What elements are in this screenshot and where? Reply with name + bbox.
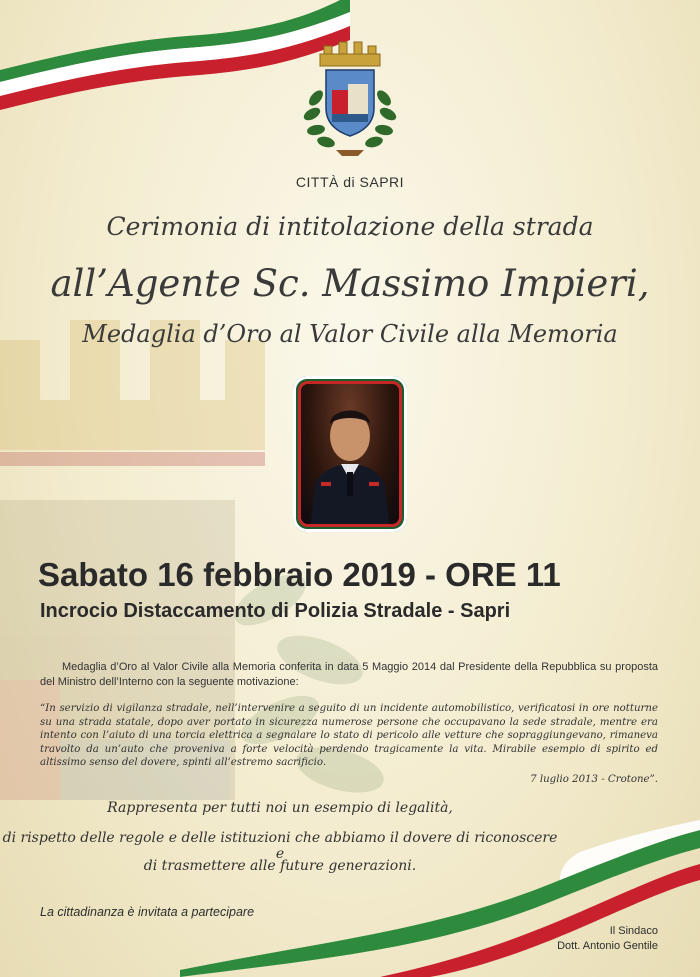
medal-intro-text: Medaglia d’Oro al Valor Civile alla Memoria conferita in data 5 Maggio 2014 dal Presidente della Repubblica su proposta del Ministro dell’Interno con la seguente motivazione: bbox=[40, 661, 658, 688]
portrait-photo bbox=[298, 381, 402, 527]
mayor-title: Il Sindaco bbox=[609, 925, 658, 937]
motto-line-1: Rappresenta per tutti noi un esempio di legalità, bbox=[107, 800, 453, 816]
motto-line-2: di rispetto delle regole e delle istituzioni che abbiamo il dovere di riconoscere e bbox=[2, 830, 558, 862]
city-name: CITTÀ di SAPRI bbox=[295, 174, 405, 190]
italian-flag-ribbon-bottom bbox=[180, 820, 700, 977]
mayor-name: Dott. Antonio Gentile bbox=[557, 940, 658, 952]
leaves-watermark-icon bbox=[210, 560, 410, 820]
motivation-quote: “In servizio di vigilanza stradale, nell’intervenire a seguito di un incidente automobilistico, verificatosi in ore notturne su una strada statale, dopo aver portato in sicurezza numerose persone che occupavano la sede stradale, mentre era intento con l’aiuto di una torcia elettrica a segnalare lo stato di pericolo alle vetture che sopraggiungevano, rimaneva travolto da un’auto che proveniva a forte velocità perdendo tragicamente la vita. Mirabile esempio di spirito ed altissimo senso del dovere, spinti all’estremo sacrificio. bbox=[40, 703, 658, 769]
portrait-frame bbox=[293, 376, 407, 532]
medal-title: Medaglia d’Oro al Valor Civile alla Memoria bbox=[82, 320, 618, 348]
honoree-name: all’Agente Sc. Massimo Impieri, bbox=[50, 262, 650, 305]
event-date-time: Sabato 16 febbraio 2019 - ORE 11 bbox=[38, 556, 561, 593]
invitation-text: La cittadinanza è invitata a partecipare bbox=[40, 905, 255, 919]
event-place: Incrocio Distaccamento di Polizia Stradale - Sapri bbox=[40, 600, 511, 622]
person-silhouette-icon bbox=[301, 384, 399, 524]
quote-date-place: 7 luglio 2013 - Crotone”. bbox=[530, 774, 658, 785]
ceremony-title: Cerimonia di intitolazione della strada bbox=[106, 212, 594, 241]
motto-line-3: di trasmettere alle future generazioni. bbox=[143, 858, 417, 874]
city-coat-of-arms-icon bbox=[296, 38, 404, 168]
